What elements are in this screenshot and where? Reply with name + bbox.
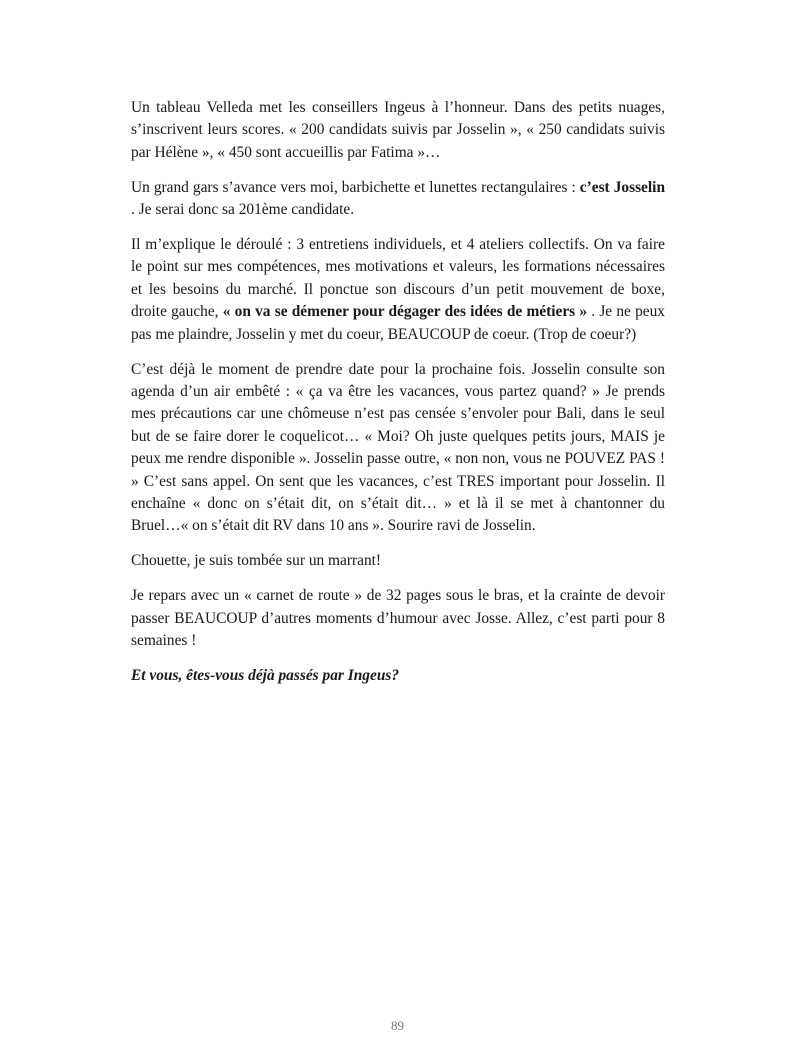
closing-question: Et vous, êtes-vous déjà passés par Ingeus? xyxy=(131,666,400,684)
text-segment: . Je serai donc sa 201ème candidate. xyxy=(131,201,355,219)
text-segment: Un tableau Velleda met les conseillers Ingeus à l’honneur. Dans des petits nuages, s’inscrivent leurs scores. « 200 candidats suivis par Josselin », « 250 candidats suivis par Hélène », « 450 sont accueillis par Fatima »… xyxy=(131,99,665,161)
paragraph-chouette xyxy=(131,550,665,572)
text-segment: Je repars avec un « carnet de route » de 32 pages sous le bras, et la crainte de devoir passer BEAUCOUP d’autres moments d’humour avec Josse. Allez, c’est parti pour 8 semaines ! xyxy=(131,587,665,650)
text-segment: Il m’explique le déroulé : 3 entretiens individuels, et 4 ateliers collectifs. On va faire le point sur mes compétences, mes motivations et valeurs, les formations nécessaires et les besoins du marché. Il ponctue son discours d’un petit mouvement de boxe, droite gauche, xyxy=(131,236,665,321)
bold-text-segment: « on va se démener pour dégager des idées de métiers » xyxy=(222,303,588,321)
text-segment: . Je ne peux pas me plaindre, Josselin y met du coeur, BEAUCOUP de coeur. (Trop de coeur?) xyxy=(131,303,665,343)
bold-text-segment: c’est Josselin xyxy=(579,178,666,196)
paragraph-josselin-intro xyxy=(131,177,665,222)
paragraph-prochaine-fois xyxy=(131,359,665,538)
text-segment: Un grand gars s’avance vers moi, barbichette et lunettes rectangulaires : xyxy=(131,178,580,196)
text-segment: C’est déjà le moment de prendre date pour la prochaine fois. Josselin consulte son agenda d’un air embêté : « ça va être les vacances, vous partez quand? » Je prends mes précautions car une chômeuse n’est pas censée s’envoler pour Bali, dans le seul but de se faire dorer le coquelicot… « Moi? Oh juste quelques petits jours, MAIS je peux me rendre disponible ». Josselin passe outre, « non non, vous ne POUVEZ PAS ! » C’est sans appel. On sent que les vacances, c’est TRES important pour Josselin. Il enchaîne « donc on s’était dit, on s’était dit… » et là il se met à chantonner du Bruel…« on s’était dit RV dans 10 ans ». Sourire ravi de Josselin. xyxy=(131,360,665,535)
text-segment: Chouette, je suis tombée sur un marrant! xyxy=(131,552,382,570)
page-number: 89 xyxy=(391,1018,404,1033)
paragraph-carnet xyxy=(131,585,665,652)
paragraph-deroule xyxy=(131,234,665,346)
paragraph-tableau xyxy=(131,97,665,164)
page-body xyxy=(131,97,665,687)
